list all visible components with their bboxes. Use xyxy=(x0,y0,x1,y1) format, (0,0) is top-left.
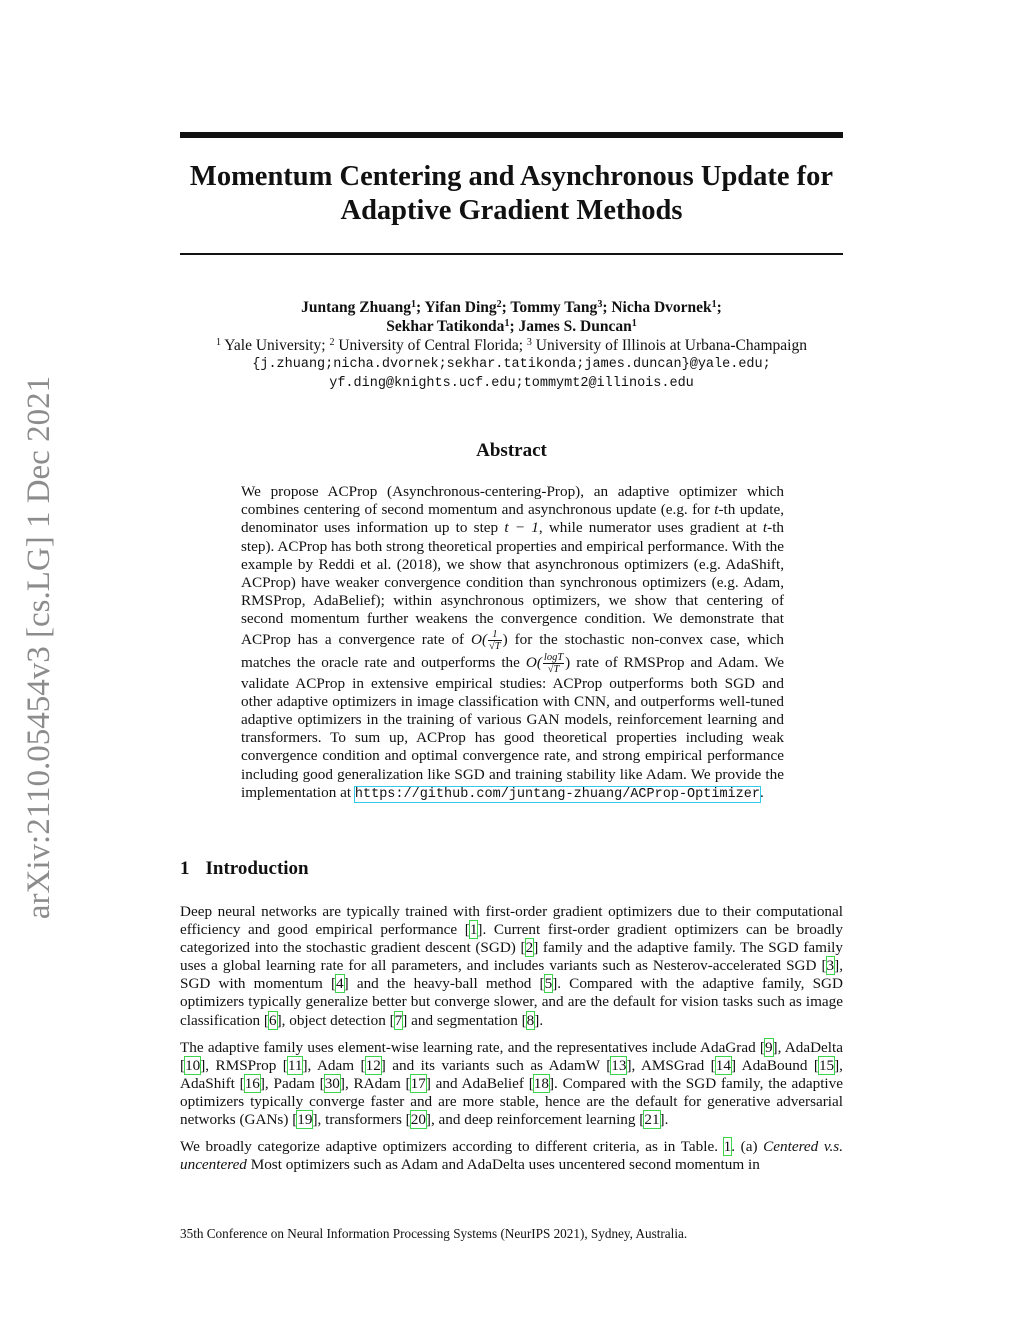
intro-paragraph-1 xyxy=(180,903,843,1030)
text-run: Most optimizers such as Adam and AdaDelta uses uncentered second momentum in xyxy=(246,1156,760,1174)
citation-link[interactable]: 6 xyxy=(268,1011,277,1029)
citation-link[interactable]: 10 xyxy=(185,1056,201,1074)
citation-link[interactable]: 15 xyxy=(818,1056,835,1074)
intro-paragraph-3 xyxy=(180,1138,843,1174)
email-line-2: yf.ding@knights.ucf.edu;tommymt2@illinois.edu xyxy=(329,376,694,391)
abstract-text-run: We propose ACProp (Asynchronous-centering-Prop), an adaptive optimizer which combines centering of second momentum and asynchronous update (e.g. for xyxy=(241,483,784,519)
author-affiliation-mark: 1 xyxy=(711,299,717,310)
text-run: ] and its variants such as AdamW [ xyxy=(380,1056,612,1074)
citation-link[interactable]: 30 xyxy=(324,1074,340,1092)
citation-link[interactable]: 9 xyxy=(764,1038,773,1056)
fraction-denominator: √T xyxy=(489,640,501,652)
text-run: ], object detection [ xyxy=(276,1011,395,1029)
citation-link[interactable]: 4 xyxy=(336,975,344,993)
citation-link[interactable]: 13 xyxy=(611,1056,627,1074)
author-name: ; James S. Duncan xyxy=(509,318,632,335)
table-reference-link[interactable]: 1 xyxy=(723,1138,732,1156)
citation-link[interactable]: 11 xyxy=(287,1056,303,1074)
author-affiliation-mark: 1 xyxy=(631,318,637,329)
affiliation: University of Illinois at Urbana-Champaign xyxy=(531,337,807,354)
math-variable: t xyxy=(714,501,719,519)
text-run: ]. Compared with the SGD family, the adaptive optimizers typically converge faster and are more stable, hence are the default for generative adversarial networks (GANs) [ xyxy=(180,1074,843,1129)
abstract-text-run: for the stochastic non-convex case, which matches the oracle rate and outperforms the xyxy=(241,630,784,671)
fraction-denominator: √T xyxy=(547,663,560,675)
emphasized-term: Centered v.s. uncentered xyxy=(180,1138,844,1174)
section-number: 1 xyxy=(180,858,190,879)
citation-link[interactable]: 7 xyxy=(394,1011,403,1029)
text-run: ], RMSProp [ xyxy=(200,1056,288,1074)
fraction-one-over-sqrt-t xyxy=(488,629,502,652)
text-run: We broadly categorize adaptive optimizers according to different criteria, as in Table. xyxy=(180,1138,724,1156)
intro-paragraph-2 xyxy=(180,1039,843,1129)
author-name: Sekhar Tatikonda xyxy=(386,318,505,335)
citation-link[interactable]: 1 xyxy=(469,921,478,939)
fraction-logt-over-sqrt-t xyxy=(543,652,564,675)
title-bottom-rule xyxy=(180,253,843,255)
citation-link[interactable]: 18 xyxy=(533,1074,549,1092)
title-top-rule xyxy=(180,132,843,138)
text-run: ], AdaShift [ xyxy=(180,1056,843,1092)
section-title: Introduction xyxy=(205,858,309,879)
text-run: ], AMSGrad [ xyxy=(626,1056,716,1074)
text-run: ] and AdaBelief [ xyxy=(425,1074,534,1092)
text-run: ]. xyxy=(534,1011,544,1029)
big-o-open: O( xyxy=(525,653,542,671)
arxiv-identifier-stamp xyxy=(4,362,76,932)
introduction-body xyxy=(180,903,843,1183)
text-run: ] and the heavy-ball method [ xyxy=(343,975,545,993)
author-affiliation-mark: 3 xyxy=(597,299,603,310)
text-run: ], SGD with momentum [ xyxy=(180,957,843,993)
affiliation-mark: 1 xyxy=(215,337,221,348)
citation-link[interactable]: 19 xyxy=(297,1111,313,1129)
text-run: The adaptive family uses element-wise learning rate, and the representatives include AdaGrad [ xyxy=(180,1038,765,1056)
arxiv-identifier-text: arXiv:2110.05454v3 [cs.LG] 1 Dec 2021 xyxy=(21,375,58,919)
author-name: ; Yifan Ding xyxy=(416,299,497,316)
big-o-open: O( xyxy=(471,630,488,648)
affiliation: University of Central Florida; xyxy=(334,337,527,354)
text-run: ], RAdam [ xyxy=(339,1074,411,1092)
abstract-text-run: rate of RMSProp and Adam. We validate ACProp in extensive empirical studies: ACProp outperforms both SGD and other adaptive optimizers in image classification with CNN, and outperforms well-tuned adaptive optimizers in the training of various GAN models, reinforcement learning and transformers. To sum up, ACProp has good theoretical properties including weak convergence condition and optimal convergence rate, and strong empirical performance including good generalization like SGD and training stability like Adam. We provide the implementation at xyxy=(241,653,784,801)
text-run: ]. Current first-order gradient optimizers can be broadly categorized into the stochastic gradient descent (SGD) [ xyxy=(180,921,843,957)
citation-link[interactable]: 21 xyxy=(644,1111,660,1129)
conference-footnote: 35th Conference on Neural Information Processing Systems (NeurIPS 2021), Sydney, Australia. xyxy=(180,1226,688,1241)
title-line-2: Adaptive Gradient Methods xyxy=(340,195,683,226)
abstract-text-run: -th update, denominator uses information up to step xyxy=(241,501,784,537)
text-run: ], AdaDelta [ xyxy=(180,1038,843,1074)
affiliation-mark: 3 xyxy=(526,337,532,348)
citation-link[interactable]: 5 xyxy=(544,975,553,993)
text-run: ], Adam [ xyxy=(302,1056,366,1074)
citation-link[interactable]: 8 xyxy=(526,1011,535,1029)
title-line-1: Momentum Centering and Asynchronous Update for xyxy=(189,161,834,192)
citation-link[interactable]: 14 xyxy=(715,1056,731,1074)
author-separator: ; xyxy=(716,299,722,316)
author-block xyxy=(180,298,843,393)
author-name: Juntang Zhuang xyxy=(301,299,411,316)
text-run: ]. xyxy=(659,1111,669,1129)
text-run: ] AdaBound [ xyxy=(730,1056,819,1074)
citation-link[interactable]: 12 xyxy=(365,1056,381,1074)
text-run: ], transformers [ xyxy=(312,1111,411,1129)
fraction-numerator: 1 xyxy=(488,629,502,641)
affiliation: Yale University; xyxy=(220,337,330,354)
citation-link[interactable]: 2 xyxy=(525,939,534,957)
citation-link[interactable]: 3 xyxy=(826,957,835,975)
text-run: ] family and the adaptive family. The SGD family uses a global learning rate for all parameters, and includes variants such as Nesterov-accelerated SGD [ xyxy=(180,939,843,975)
paper-title xyxy=(180,160,843,228)
abstract-text xyxy=(241,483,784,804)
citation-link[interactable]: 20 xyxy=(410,1111,426,1129)
text-run: Deep neural networks are typically trained with first-order gradient optimizers due to their computational efficiency and good empirical performance [ xyxy=(180,903,843,939)
citation-link[interactable]: 16 xyxy=(244,1074,260,1092)
abstract-heading: Abstract xyxy=(476,440,547,461)
math-variable: t xyxy=(762,519,768,537)
text-run: ], and deep reinforcement learning [ xyxy=(425,1111,645,1129)
text-run: ], Padam [ xyxy=(259,1074,325,1092)
abstract-text-run: . xyxy=(759,783,764,801)
citation-link[interactable]: 17 xyxy=(410,1074,426,1092)
section-heading-introduction xyxy=(180,858,309,880)
affiliations-line xyxy=(180,336,843,355)
email-line-1: {j.zhuang;nicha.dvornek;sekhar.tatikonda;james.duncan}@yale.edu; xyxy=(252,357,771,372)
abstract-text-run: -th step). ACProp has both strong theoretical properties and empirical performance. With the example by Reddi et al. (2018), we show that asynchronous optimizers (e.g. AdaShift, ACProp) have weaker convergence condition than synchronous optimizers (e.g. Adam, RMSProp, AdaBelief); within asynchronous optimizers, we show that centering of second momentum further weakens the convergence condition. We demonstrate that ACProp has a convergence rate of xyxy=(241,519,785,648)
text-run: ]. Compared with the adaptive family, SGD optimizers typically generalize better but converge slower, and are the default for vision tasks such as image classification [ xyxy=(180,975,843,1029)
affiliation-mark: 2 xyxy=(329,337,335,348)
author-line-2 xyxy=(180,317,843,336)
big-o-close: ) xyxy=(565,653,571,671)
author-affiliation-mark: 2 xyxy=(496,299,502,310)
abstract-text-run: , while numerator uses gradient at xyxy=(538,519,763,537)
author-affiliation-mark: 1 xyxy=(411,299,416,310)
big-o-close: ) xyxy=(502,630,508,648)
author-name: ; Tommy Tang xyxy=(501,299,598,316)
text-run: . (a) xyxy=(731,1138,764,1156)
text-run: ] and segmentation [ xyxy=(402,1011,527,1029)
author-name: ; Nicha Dvornek xyxy=(602,299,712,316)
author-affiliation-mark: 1 xyxy=(504,318,510,329)
github-link[interactable]: https://github.com/juntang-zhuang/ACProp-Optimizer xyxy=(354,786,760,802)
fraction-numerator: logT xyxy=(543,651,564,663)
math-expression: t − 1 xyxy=(504,519,539,537)
author-line-1 xyxy=(180,298,843,317)
